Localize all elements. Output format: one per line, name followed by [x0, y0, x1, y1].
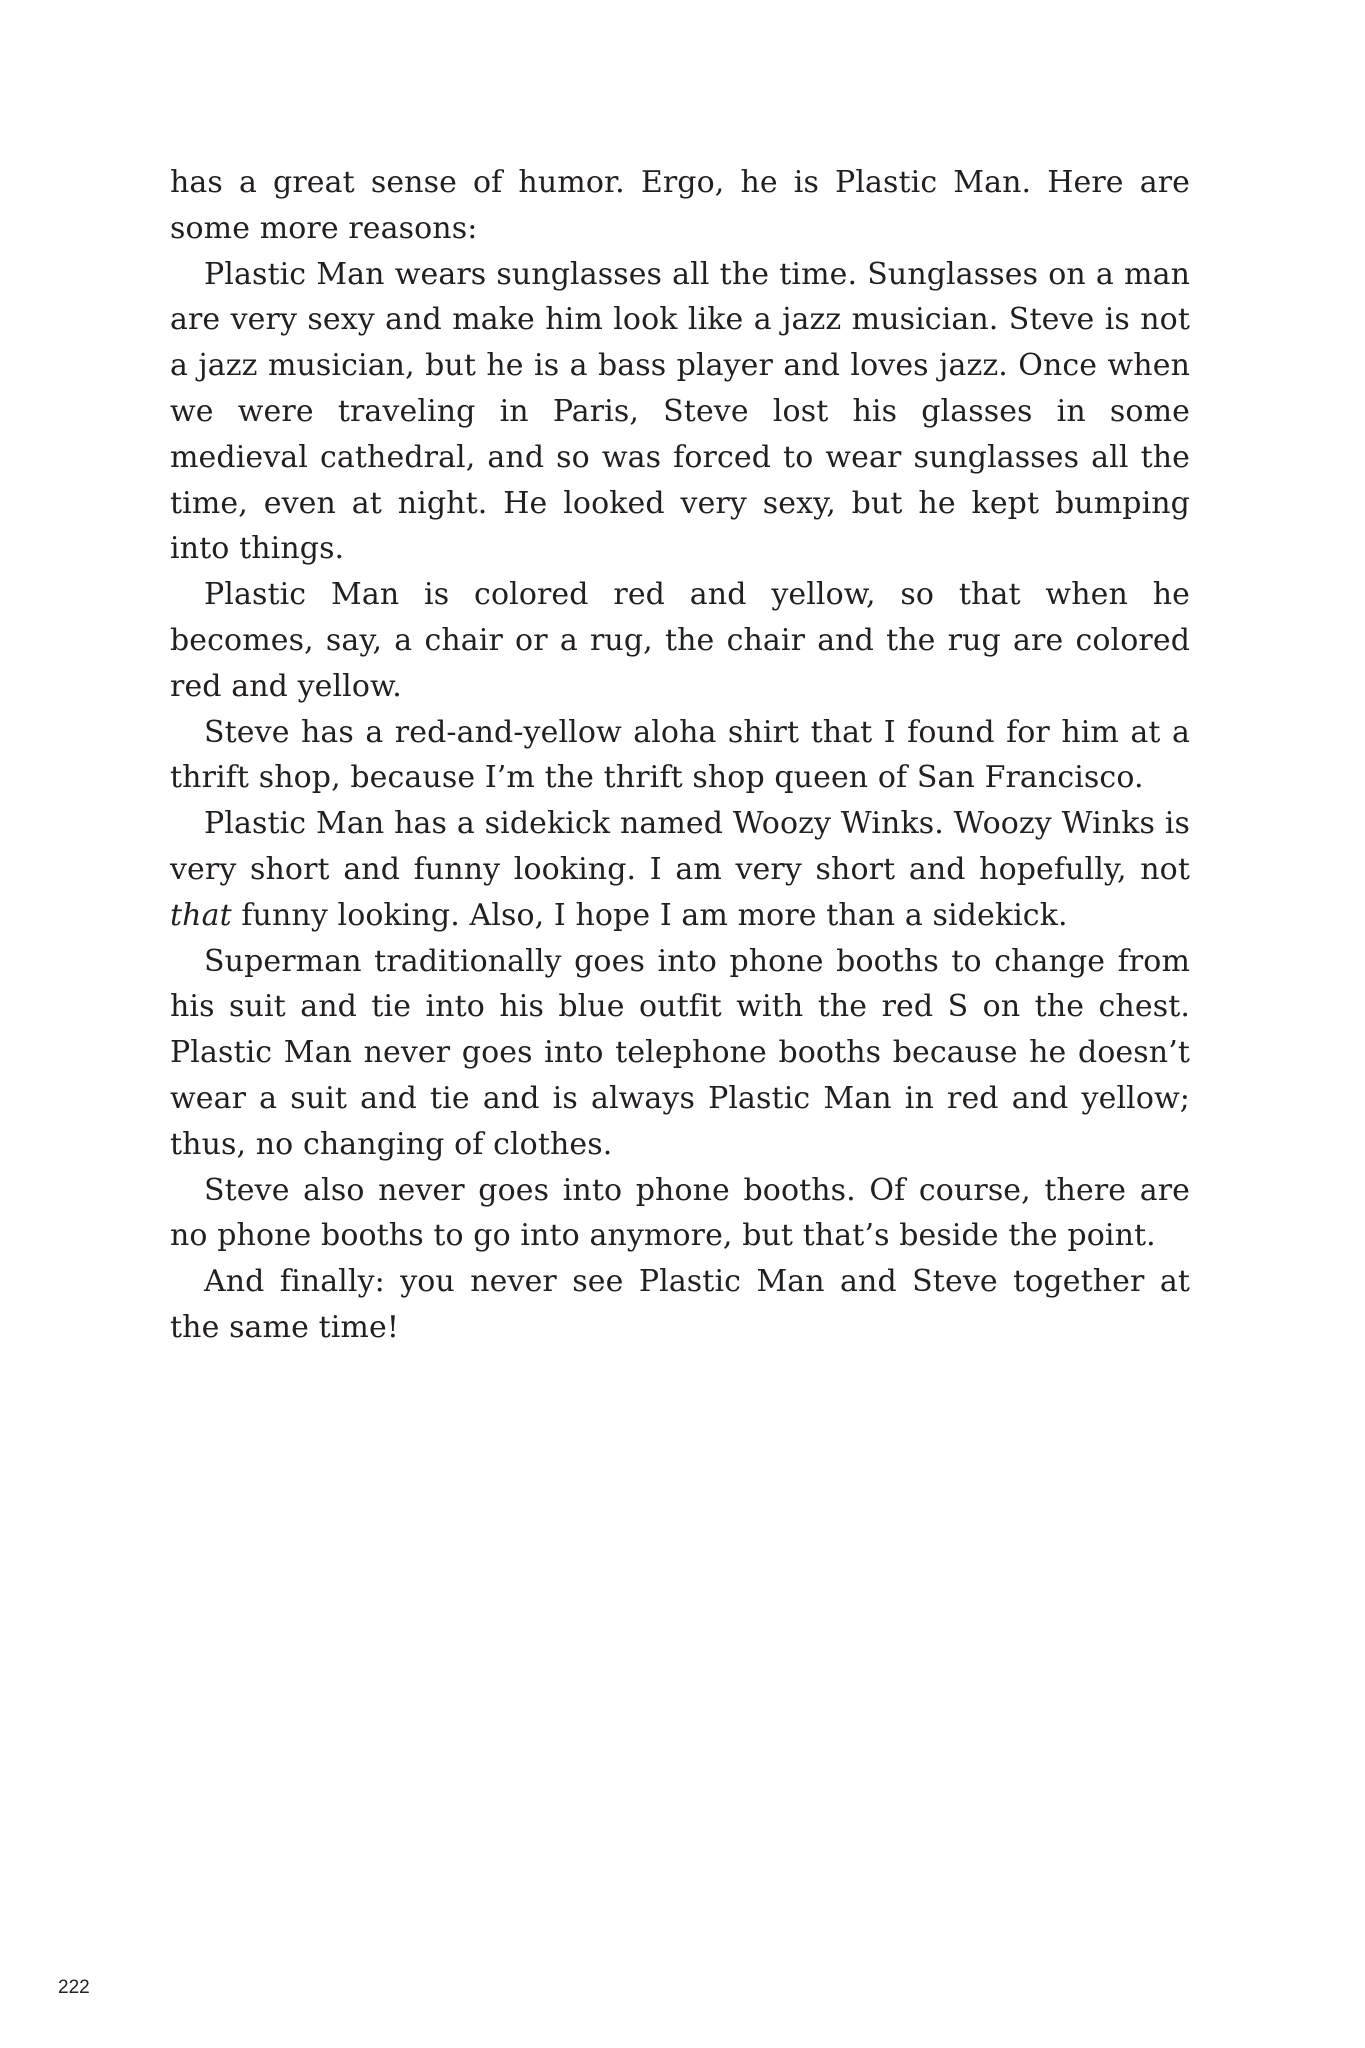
paragraph-sidekick-start: Plastic Man has a sidekick named Woozy Winks. Woozy Winks is very short and funny looking. I am very short and hopefully, not	[170, 806, 1190, 887]
emphasized-word: that	[170, 897, 232, 933]
paragraph-aloha-shirt: Steve has a red-and-yellow aloha shirt that I found for him at a thrift shop, because I’m the thrift shop queen of San Francisco.	[170, 714, 1190, 796]
paragraph-sidekick	[170, 801, 1190, 938]
paragraph-phone-booths: Superman traditionally goes into phone booths to change from his suit and tie into his blue outfit with the red S on the chest. Plastic Man never goes into telephone booths because he doesn’t wear a suit and tie and is always Plastic Man in red and yellow; thus, no changing of clothes.	[170, 943, 1190, 1162]
paragraph-colors: Plastic Man is colored red and yellow, so that when he becomes, say, a chair or a rug, the chair and the rug are colored red and yellow.	[170, 577, 1190, 704]
paragraph-sunglasses: Plastic Man wears sunglasses all the time. Sunglasses on a man are very sexy and make him look like a jazz musician. Steve is not a jazz musician, but he is a bass player and loves jazz. Once when we were traveling in Paris, Steve lost his glasses in some medieval cathedral, and so was forced to wear sunglasses all the time, even at night. He looked very sexy, but he kept bumping into things.	[170, 256, 1190, 567]
paragraph-continued: has a great sense of humor. Ergo, he is Plastic Man. Here are some more reasons:	[170, 165, 1190, 246]
body-text	[170, 160, 1190, 1351]
page-number: 222	[58, 1977, 90, 1998]
paragraph-sidekick-end: funny looking. Also, I hope I am more than a sidekick.	[231, 897, 1068, 933]
paragraph-finally: And finally: you never see Plastic Man and Steve together at the same time!	[170, 1264, 1190, 1345]
paragraph-steve-booths: Steve also never goes into phone booths. Of course, there are no phone booths to go into anymore, but that’s beside the point.	[170, 1172, 1190, 1254]
